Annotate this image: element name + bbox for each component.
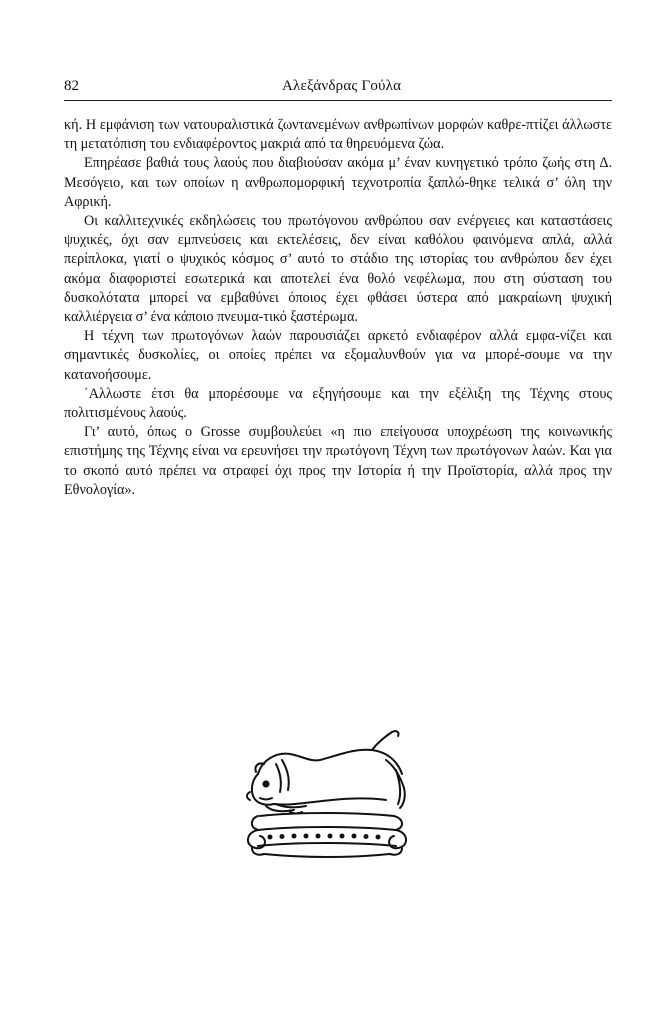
paragraph: Γι’ αυτό, όπως ο Grosse συμβουλεύει «η πιο επείγουσα υποχρέωση της κοινωνικής επιστήμης της Τέχνης είναι να ερευνήσει την πρωτόγονη Τέχνη των πρωτόγονων λαών. Και για το σκοπό αυτό πρέπει να στραφεί όχι προς την Ιστορία ή την Προϊστορία, αλλά προς την Εθνολογία». [64, 424, 612, 498]
paragraph: Η τέχνη των πρωτογόνων λαών παρουσιάζει αρκετό ενδιαφέρον αλλά εμφα-νίζει και σημαντικές δυσκολίες, οι οποίες πρέπει να εξομαλυνθούν για να μπορέ-σουμε να την κατανοήσουμε. [64, 328, 612, 383]
reclining-lion-on-pedestal-icon [236, 708, 416, 868]
running-head: Αλεξάνδρας Γούλα [282, 78, 402, 94]
paragraph: ΄Αλλωστε έτσι θα μπορέσουμε να εξηγήσουμε και την εξέλιξη της Τέχνης στους πολιτισμένους λαούς. [64, 385, 612, 422]
paragraph: Οι καλλιτεχνικές εκδηλώσεις του πρωτόγονου ανθρώπου σαν ενέργειες και καταστάσεις ψυχικές, όχι σαν εμπνεύσεις και εκτελέσεις, δεν είναι καθόλου φαινόμενα απλά, αλλά περίπλοκα, γιατί ο ψυχικός κόσμος σ’ αυτό το στάδιο της ιστορίας του ανθρώπου δεν έχει ακόμα διαφοριστεί εσωτερικά και αποτελεί ένα θολό νεφέλωμα, που στη σύσταση του δυσκολότατα μπορεί να εμβαθύνει όποιος έχει φθάσει ύστερα από μακραίωνη ψυχική καλλιέργεια σ’ ένα κάποιο πνευμα-τικό ξαστέρωμα. [64, 213, 612, 326]
page-number: 82 [64, 78, 79, 94]
page-header [64, 76, 612, 101]
paragraph: κή. Η εμφάνιση των νατουραλιστικά ζωντανεμένων ανθρωπίνων μορφών καθρε-πτίζει άλλωστε τη μετατόπιση του ενδιαφέροντος μακριά από τα θηρευόμενα ζώα. [64, 117, 612, 153]
body-text [64, 116, 612, 500]
paragraph: Επηρέασε βαθιά τους λαούς που διαβιούσαν ακόμα μ’ έναν κυνηγετικό τρόπο ζωής στη Δ. Μεσόγειο, και των οποίων η ανθρωπομορφική τεχνοτροπία ξαπλώ-θηκε τελικά σ’ όλη την Αφρική. [64, 155, 612, 210]
